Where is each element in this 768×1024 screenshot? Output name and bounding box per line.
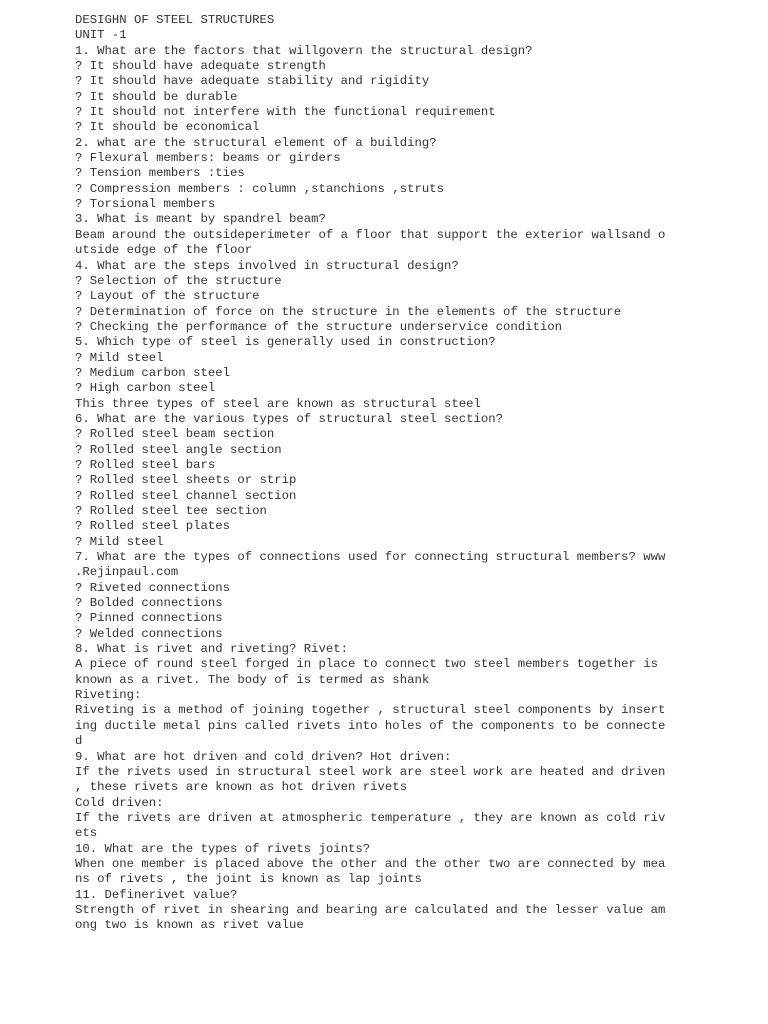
document-line: Beam around the outsideperimeter of a floor that support the exterior wallsand o [75, 227, 666, 242]
document-line: If the rivets are driven at atmospheric temperature , they are known as cold riv [75, 810, 666, 825]
document-line: ? Rolled steel channel section [75, 488, 297, 503]
document-line: ing ductile metal pins called rivets into holes of the components to be connecte [75, 718, 666, 733]
document-line: ? Torsional members [75, 197, 216, 212]
document-line: ? Checking the performance of the structure underservice condition [75, 319, 563, 334]
document-line: 11. Definerivet value? [75, 887, 238, 902]
document-line: ? Rolled steel sheets or strip [75, 473, 297, 488]
document-line: ? It should be durable [75, 89, 238, 104]
document-line: ? Riveted connections [75, 580, 230, 595]
document-line: Riveting: [75, 688, 142, 703]
document-line: DESIGHN OF STEEL STRUCTURES [75, 13, 275, 27]
document-line: ? Pinned connections [75, 611, 223, 626]
document-line: ? Determination of force on the structure in the elements of the structure [75, 304, 622, 319]
document-line: ns of rivets , the joint is known as lap joints [75, 872, 422, 887]
document-line: utside edge of the floor [75, 243, 253, 258]
document-text [75, 13, 755, 934]
document-line: ? Rolled steel beam section [75, 427, 275, 442]
document-line: 10. What are the types of rivets joints? [75, 841, 371, 856]
document-line: 8. What is rivet and riveting? Rivet: [75, 642, 349, 657]
document-line: 7. What are the types of connections used for connecting structural members? www [75, 550, 666, 565]
document-line: 2. what are the structural element of a building? [75, 135, 437, 150]
document-line: Strength of rivet in shearing and bearing are calculated and the lesser value am [75, 902, 666, 917]
document-line: , these rivets are known as hot driven rivets [75, 780, 408, 795]
document-line: 6. What are the various types of structural steel section? [75, 411, 504, 426]
document-line: A piece of round steel forged in place to connect two steel members together is [75, 657, 658, 672]
document-line: If the rivets used in structural steel work are steel work are heated and driven [75, 764, 666, 779]
document-line: ets [75, 826, 98, 841]
document-line: 5. Which type of steel is generally used in construction? [75, 335, 496, 350]
document-line: Cold driven: [75, 795, 164, 810]
document-line: 9. What are hot driven and cold driven? Hot driven: [75, 749, 452, 764]
document-line: .Rejinpaul.com [75, 565, 179, 580]
document-line: d [75, 734, 83, 749]
document-line: ? Flexural members: beams or girders [75, 151, 341, 166]
document-line: ? Rolled steel bars [75, 457, 216, 472]
document-line: 4. What are the steps involved in structural design? [75, 258, 459, 273]
document-line: ? Selection of the structure [75, 273, 282, 288]
document-line: 1. What are the factors that willgovern the structural design? [75, 43, 533, 58]
document-line: ? It should be economical [75, 120, 260, 135]
document-line: ? High carbon steel [75, 381, 216, 396]
document-line: ? Medium carbon steel [75, 365, 230, 380]
document-line: 3. What is meant by spandrel beam? [75, 212, 326, 227]
document-line: ? Compression members : column ,stanchions ,struts [75, 181, 444, 196]
document-line: UNIT -1 [75, 28, 127, 43]
document-line: Riveting is a method of joining together , structural steel components by insert [75, 703, 666, 718]
document-line: ? Tension members :ties [75, 166, 245, 181]
document-line: ? Welded connections [75, 626, 223, 641]
document-line: ? It should have adequate strength [75, 59, 326, 74]
document-line: ? It should have adequate stability and rigidity [75, 74, 430, 89]
document-line: ? Rolled steel angle section [75, 442, 282, 457]
document-line: known as a rivet. The body of is termed as shank [75, 672, 430, 687]
document-line: When one member is placed above the other and the other two are connected by mea [75, 856, 666, 871]
document-line: ? Layout of the structure [75, 289, 260, 304]
document-line: ? It should not interfere with the functional requirement [75, 105, 496, 120]
document-line: ? Rolled steel plates [75, 519, 230, 534]
document-line: ? Rolled steel tee section [75, 504, 267, 518]
document-line: ong two is known as rivet value [75, 918, 304, 933]
document-line: ? Mild steel [75, 534, 164, 549]
document-line: ? Mild steel [75, 350, 164, 365]
document-line: This three types of steel are known as structural steel [75, 396, 481, 411]
document-line: ? Bolded connections [75, 596, 223, 611]
